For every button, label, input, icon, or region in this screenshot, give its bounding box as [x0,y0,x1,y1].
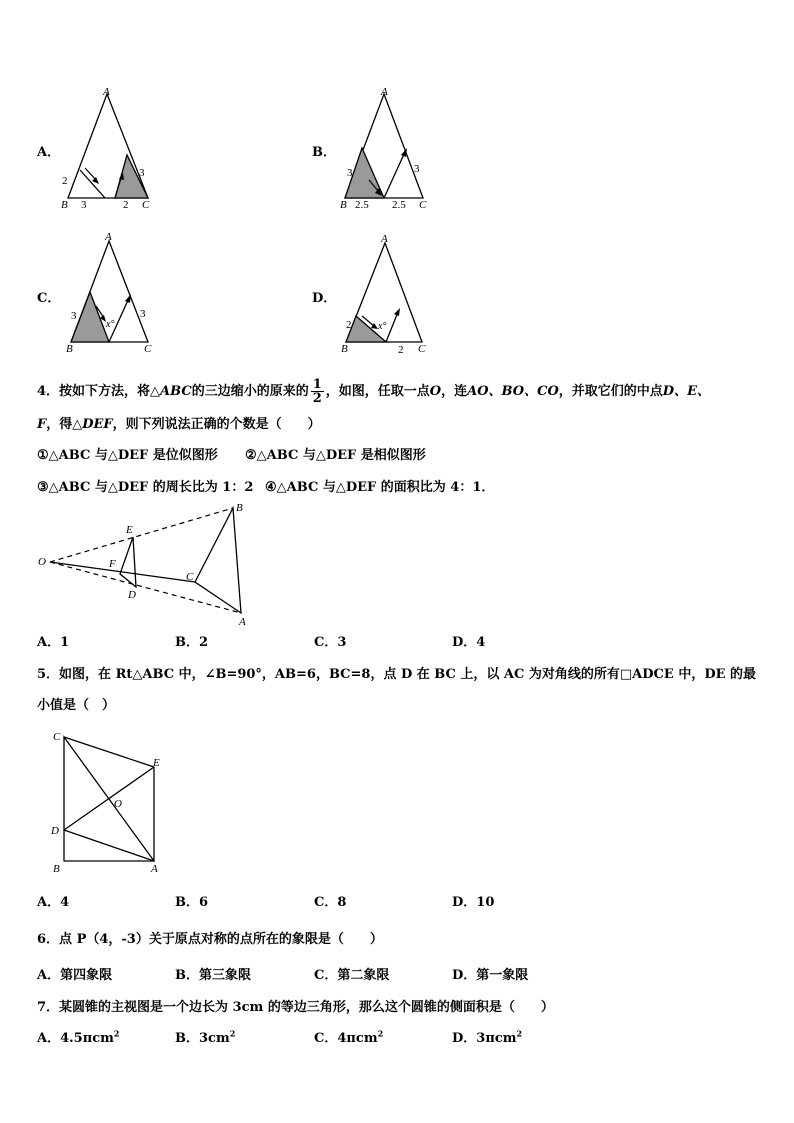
q3-option-b-letter: B． [312,145,336,160]
svg-text:E: E [153,757,160,769]
q4-option-b: B．2 [175,635,209,650]
svg-text:D: D [128,589,136,601]
svg-text:3: 3 [71,310,77,322]
q4-statement-4: ④△ABC 与△DEF 的面积比为 4：1． [265,480,495,495]
q3-option-c-figure [60,228,170,360]
q7-option-a: A．4.5πcm$^2$ [37,1028,120,1046]
svg-text:x°: x° [378,321,387,332]
svg-text:C: C [53,731,61,743]
q4-statement-1: ①△ABC 与△DEF 是位似图形 [37,448,218,463]
svg-text:B: B [61,199,68,211]
q3-option-d-figure [336,228,446,360]
q7-option-b: B．$3cm^2$ [175,1028,236,1046]
q4-option-c: C．3 [314,635,347,650]
svg-text:3: 3 [139,167,145,179]
q6-text: 6．点 P（4，-3）关于原点对称的点所在的象限是（ ） [37,932,383,947]
svg-text:C: C [186,571,194,583]
q3-option-d-letter: D． [312,291,337,306]
q4-line2: F，得△DEF，则下列说法正确的个数是（ ） [37,417,321,432]
svg-text:3: 3 [140,308,146,320]
svg-text:C: C [144,343,152,355]
svg-text:2.5: 2.5 [392,199,406,211]
q4-statement-3: ③△ABC 与△DEF 的周长比为 1：2 [37,480,254,495]
svg-text:F: F [109,558,116,570]
svg-text:B: B [53,863,60,875]
q7-text: 7．某圆锥的主视图是一个边长为 3cm 的等边三角形，那么这个圆锥的侧面积是（ ） [37,1000,554,1015]
q5-option-b: B．6 [175,895,209,910]
q5-option-a: A．4 [37,895,70,910]
q5-option-d: D．10 [452,895,495,910]
svg-text:2: 2 [62,175,68,187]
q3-option-b-figure [335,80,445,215]
svg-text:3: 3 [414,163,420,175]
fraction-one-half: $\frac{1}{2}$ [312,377,322,406]
svg-text:3: 3 [81,199,87,211]
q6-option-c: C．第二象限 [314,968,390,983]
svg-text:A: A [105,231,112,243]
svg-text:3: 3 [347,167,353,179]
svg-text:B: B [236,502,243,514]
q5-line2: 小值是（ ） [37,698,116,713]
svg-text:A: A [381,233,388,245]
svg-text:A: A [381,86,388,98]
q6-option-d: D．第一象限 [452,968,529,983]
q4-line1: 4．按如下方法，将△ABC的三边缩小的原来的 $\frac{1}{2}$ ，如图，任取一点O，连AO、BO、CO，并取它们的中点D、E、 [37,377,710,406]
q5-figure [40,727,175,877]
q4-option-a: A．1 [37,635,70,650]
q3-option-a-figure [55,80,165,215]
svg-text:2: 2 [123,199,129,211]
q4-option-d: D．4 [452,635,486,650]
svg-text:C: C [142,199,150,211]
q5-option-c: C．8 [314,895,347,910]
q7-option-d: D．3πcm$^2$ [452,1028,523,1046]
svg-text:E: E [126,524,133,536]
q5-line1: 5．如图，在 Rt△ABC 中，∠B=90°，AB=6，BC=8，点 D 在 BC 上，以 AC 为对角线的所有□ADCE 中，DE 的最 [37,667,757,682]
svg-text:A: A [103,86,110,98]
svg-text:D: D [51,825,59,837]
svg-text:C: C [419,199,427,211]
svg-text:C: C [418,343,426,355]
svg-text:A: A [239,616,246,628]
q3-option-a-letter: A． [37,145,61,160]
svg-text:A: A [151,863,158,875]
q6-option-a: A．第四象限 [37,968,113,983]
svg-text:x°: x° [106,319,115,330]
q4-statement-2: ②△ABC 与△DEF 是相似图形 [245,448,426,463]
q4-figure [30,497,270,632]
svg-text:2: 2 [346,319,352,331]
svg-text:B: B [340,199,347,211]
svg-text:B: B [66,343,73,355]
q7-option-c: C．4πcm$^2$ [314,1028,384,1046]
svg-text:O: O [114,798,122,810]
svg-text:B: B [341,343,348,355]
q3-option-c-letter: C． [37,291,61,306]
svg-text:O: O [38,556,46,568]
q6-option-b: B．第三象限 [175,968,251,983]
svg-text:2.5: 2.5 [355,199,369,211]
svg-text:2: 2 [398,344,404,356]
